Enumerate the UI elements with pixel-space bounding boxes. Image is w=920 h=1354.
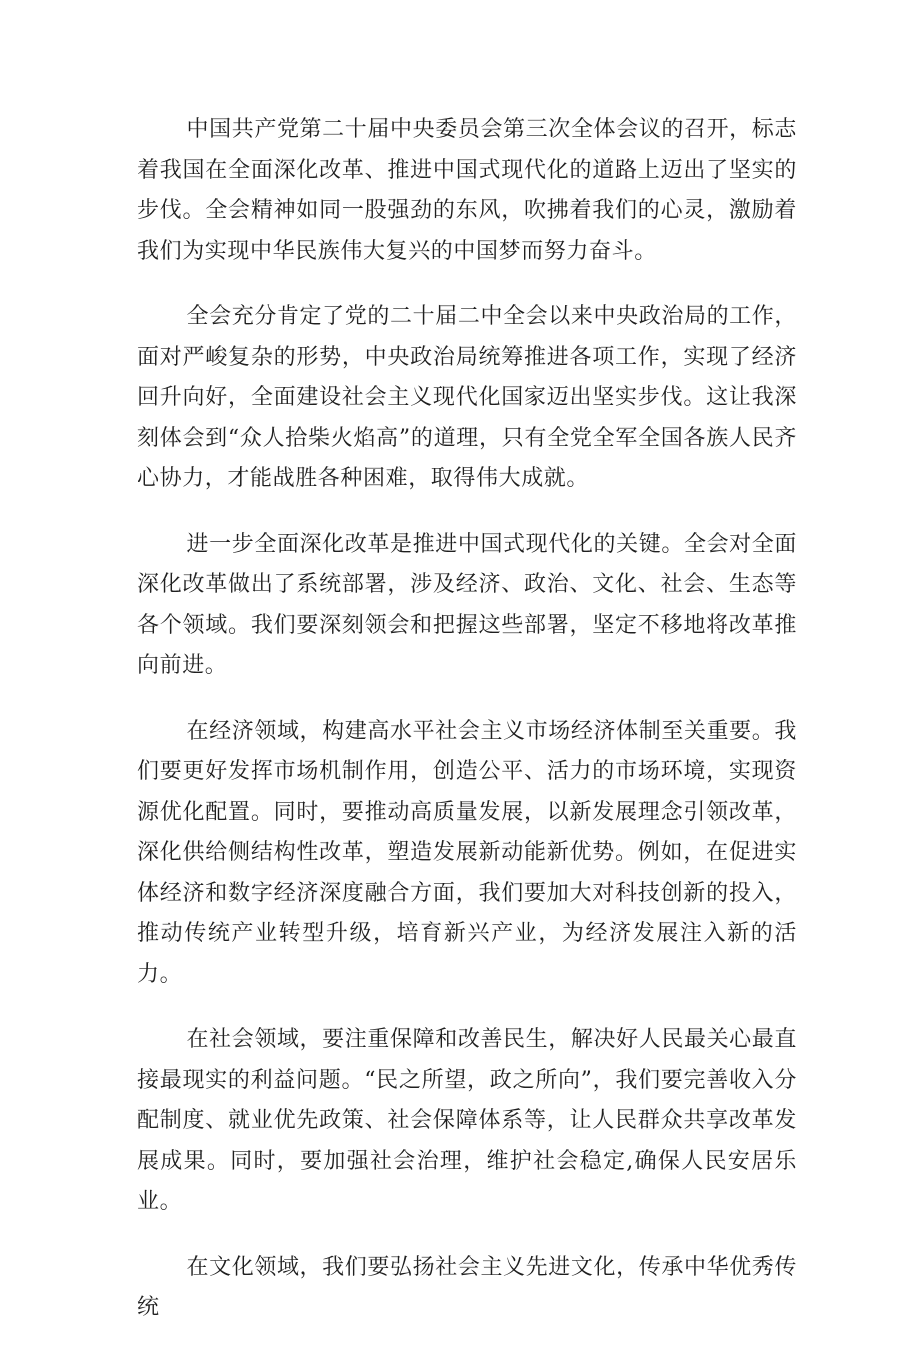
- paragraph-5: 在社会领域，要注重保障和改善民生，解决好人民最关心最直接最现实的利益问题。“民之所望，政之所向”，我们要完善收入分配制度、就业优先政策、社会保障体系等，让人民群众共享改革发展成果。同时，要加强社会治理，维护社会稳定,确保人民安居乐业。: [137, 1027, 797, 1214]
- document-body: [137, 110, 797, 1354]
- paragraph-3: 进一步全面深化改革是推进中国式现代化的关键。全会对全面深化改革做出了系统部署，涉及经济、政治、文化、社会、生态等各个领域。我们要深刻领会和把握这些部署，坚定不移地将改革推向前进。: [137, 531, 797, 678]
- paragraph-1: 中国共产党第二十届中央委员会第三次全体会议的召开，标志着我国在全面深化改革、推进中国式现代化的道路上迈出了坚实的步伐。全会精神如同一股强劲的东风，吹拂着我们的心灵，激励着我们为实现中华民族伟大复兴的中国梦而努力奋斗。: [137, 117, 797, 264]
- paragraph-4: 在经济领域，构建高水平社会主义市场经济体制至关重要。我们要更好发挥市场机制作用，创造公平、活力的市场环境，实现资源优化配置。同时，要推动高质量发展，以新发展理念引领改革，深化供给侧结构性改革，塑造发展新动能新优势。例如，在促进实体经济和数字经济深度融合方面，我们要加大对科技创新的投入，推动传统产业转型升级，培育新兴产业，为经济发展注入新的活力。: [137, 718, 797, 987]
- paragraph-6: 在文化领域，我们要弘扬社会主义先进文化，传承中华优秀传统: [137, 1254, 797, 1320]
- paragraph-2: 全会充分肯定了党的二十届二中全会以来中央政治局的工作，面对严峻复杂的形势，中央政治局统筹推进各项工作，实现了经济回升向好，全面建设社会主义现代化国家迈出坚实步伐。这让我深刻体会到“众人拾柴火焰高”的道理，只有全党全军全国各族人民齐心协力，才能战胜各种困难，取得伟大成就。: [137, 304, 797, 491]
